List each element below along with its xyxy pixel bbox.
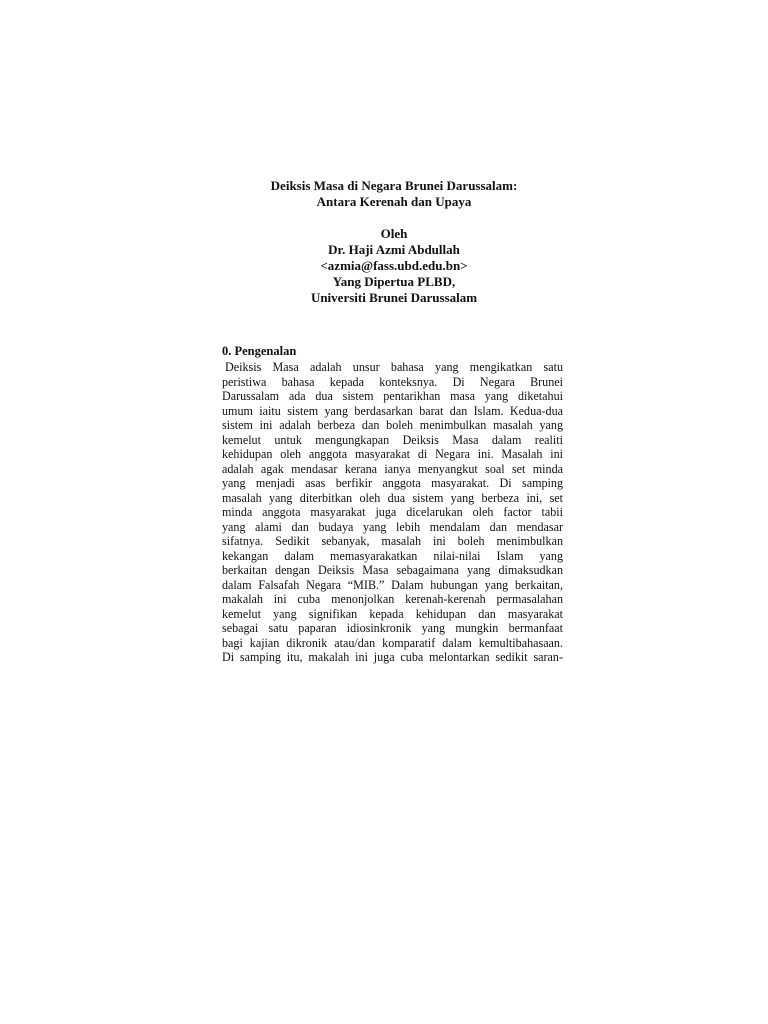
document-title-line-2: Antara Kerenah dan Upaya xyxy=(316,194,472,209)
body-line: kehidupan oleh anggota masyarakat di Negara ini. Masalah ini xyxy=(222,447,563,461)
body-line: sebagai satu paparan idiosinkronik yang mungkin bermanfaat xyxy=(222,621,563,635)
body-line: Deiksis Masa adalah unsur bahasa yang mengikatkan satu xyxy=(225,360,563,374)
body-line: umum iaitu sistem yang berdasarkan barat dan Islam. Kedua-dua xyxy=(222,403,563,418)
body-line: bagi kajian dikronik atau/dan komparatif dalam kemultibahasaan. xyxy=(222,635,563,650)
body-line: sifatnya. Sedikit sebanyak, masalah ini boleh menimbulkan xyxy=(222,534,563,548)
author-position: Yang Dipertua PLBD, xyxy=(332,274,456,289)
body-line: peristiwa bahasa kepada konteksnya. Di Negara Brunei xyxy=(222,374,563,389)
byline-oleh: Oleh xyxy=(380,226,408,241)
body-line: kekangan dalam memasyarakatkan nilai-nilai Islam yang xyxy=(222,548,563,563)
body-line: minda anggota masyarakat juga dicelarukan oleh factor tabii xyxy=(222,505,563,519)
author-email: <azmia@fass.ubd.edu.bn> xyxy=(320,258,468,273)
body-line: kemelut untuk mengungkapan Deiksis Masa dalam realiti xyxy=(222,432,563,447)
section-pengenalan xyxy=(222,344,563,665)
section-heading: 0. Pengenalan xyxy=(222,344,297,358)
body-line: makalah ini cuba menonjolkan kerenah-kerenah permasalahan xyxy=(222,592,563,606)
body-line: kemelut yang signifikan kepada kehidupan dan masyarakat xyxy=(222,606,563,621)
author-institution: Universiti Brunei Darussalam xyxy=(310,290,478,305)
body-line: Darussalam ada dua sistem pentarikhan masa yang diketahui xyxy=(222,389,563,403)
body-line: adalah agak mendasar kerana ianya menyangkut soal set minda xyxy=(222,461,563,476)
document-title-line-1: Deiksis Masa di Negara Brunei Darussalam: xyxy=(270,178,518,193)
body-line: yang menjadi asas berfikir anggota masyarakat. Di samping xyxy=(222,476,563,490)
body-line: dalam Falsafah Negara “MIB.” Dalam hubungan yang berkaitan, xyxy=(222,577,563,592)
body-line: Di samping itu, makalah ini juga cuba melontarkan sedikit saran- xyxy=(222,650,563,664)
title-spacer xyxy=(0,210,768,226)
body-line: sistem ini adalah berbeza dan boleh menimbulkan masalah yang xyxy=(222,418,563,432)
body-line: yang alami dan budaya yang lebih mendalam dan mendasar xyxy=(222,519,563,534)
body-line: masalah yang diterbitkan oleh dua sistem yang berbeza ini, set xyxy=(222,490,563,505)
title-block xyxy=(0,178,768,306)
author-name: Dr. Haji Azmi Abdullah xyxy=(328,242,460,257)
body-line: berkaitan dengan Deiksis Masa sebagaimana yang dimaksudkan xyxy=(222,563,563,577)
